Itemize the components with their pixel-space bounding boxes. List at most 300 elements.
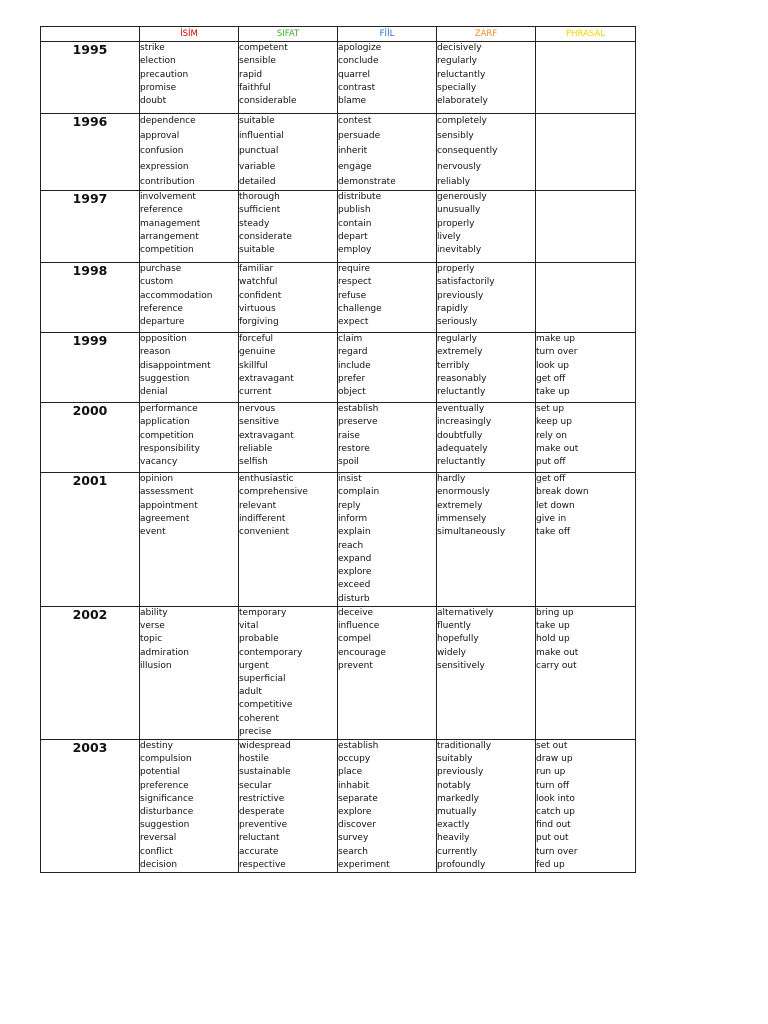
- phrasal-cell: [536, 606, 636, 739]
- fiil-word: contest: [338, 116, 372, 126]
- isim-word: compulsion: [140, 754, 192, 765]
- sifat-word: desperate: [239, 807, 285, 818]
- sifat-word: convenient: [239, 527, 289, 538]
- zarf-cell: [437, 333, 536, 403]
- sifat-word: preventive: [239, 820, 288, 831]
- year-cell: 1997: [41, 191, 140, 263]
- fiil-cell: [338, 606, 437, 739]
- vocabulary-table: [40, 26, 636, 873]
- zarf-word: satisfactorily: [437, 277, 495, 288]
- phrasal-word: put off: [536, 457, 566, 468]
- fiil-word: include: [338, 360, 371, 371]
- phrasal-word: run up: [536, 767, 566, 778]
- zarf-word: traditionally: [437, 741, 492, 752]
- isim-word: dependence: [140, 116, 196, 126]
- isim-word: illusion: [140, 660, 172, 671]
- fiil-word: object: [338, 387, 366, 398]
- header-sifat: SIFAT: [239, 27, 338, 42]
- isim-word: reason: [140, 347, 171, 358]
- zarf-word: reasonably: [437, 373, 487, 384]
- fiil-word: inhabit: [338, 780, 370, 791]
- zarf-word: generously: [437, 192, 487, 203]
- phrasal-word: turn over: [536, 347, 578, 358]
- fiil-word: quarrel: [338, 69, 371, 80]
- fiil-word: establish: [338, 404, 379, 415]
- isim-word: reference: [140, 303, 183, 314]
- isim-word: election: [140, 56, 176, 67]
- header-fiil: FİİL: [338, 27, 437, 42]
- isim-word: ability: [140, 607, 168, 618]
- sifat-word: variable: [239, 161, 276, 172]
- sifat-word: suitable: [239, 116, 275, 126]
- header-row: [41, 27, 636, 42]
- isim-word: contribution: [140, 176, 195, 187]
- zarf-word: widely: [437, 647, 466, 658]
- sifat-word: skillful: [239, 360, 268, 371]
- phrasal-word: rely on: [536, 430, 567, 441]
- isim-cell: [140, 42, 239, 114]
- phrasal-word: get off: [536, 373, 566, 384]
- isim-word: appointment: [140, 500, 198, 511]
- fiil-word: exceed: [338, 580, 371, 591]
- phrasal-word: take up: [536, 387, 570, 398]
- isim-word: denial: [140, 387, 168, 398]
- sifat-cell: [239, 191, 338, 263]
- isim-word: vacancy: [140, 457, 178, 468]
- fiil-word: depart: [338, 231, 368, 242]
- header-zarf: ZARF: [437, 27, 536, 42]
- isim-word: management: [140, 218, 201, 229]
- isim-word: opinion: [140, 474, 174, 485]
- sifat-word: accurate: [239, 846, 279, 857]
- zarf-word: reluctantly: [437, 457, 486, 468]
- fiil-cell: [338, 114, 437, 191]
- zarf-word: regularly: [437, 56, 477, 67]
- isim-cell: [140, 403, 239, 473]
- sifat-word: competitive: [239, 700, 293, 711]
- zarf-word: elaborately: [437, 96, 488, 107]
- phrasal-word: fed up: [536, 859, 565, 870]
- zarf-word: mutually: [437, 807, 477, 818]
- zarf-word: doubtfully: [437, 430, 483, 441]
- phrasal-word: find out: [536, 820, 571, 831]
- sifat-word: rapid: [239, 69, 263, 80]
- isim-word: suggestion: [140, 820, 190, 831]
- isim-word: competition: [140, 245, 194, 256]
- fiil-word: place: [338, 767, 363, 778]
- fiil-word: deceive: [338, 607, 374, 618]
- zarf-cell: [437, 740, 536, 873]
- sifat-word: forgiving: [239, 317, 279, 328]
- phrasal-word: draw up: [536, 754, 573, 765]
- fiil-word: publish: [338, 205, 371, 216]
- fiil-word: encourage: [338, 647, 386, 658]
- phrasal-word: break down: [536, 487, 589, 498]
- fiil-word: raise: [338, 430, 360, 441]
- fiil-word: employ: [338, 245, 372, 256]
- sifat-word: detailed: [239, 176, 276, 187]
- isim-word: topic: [140, 634, 163, 645]
- fiil-word: distribute: [338, 192, 382, 203]
- isim-cell: [140, 606, 239, 739]
- isim-word: assessment: [140, 487, 194, 498]
- fiil-word: contain: [338, 218, 372, 229]
- isim-word: purchase: [140, 264, 182, 275]
- sifat-word: hostile: [239, 754, 269, 765]
- isim-word: event: [140, 527, 166, 538]
- zarf-word: properly: [437, 218, 475, 229]
- isim-word: significance: [140, 793, 194, 804]
- sifat-cell: [239, 606, 338, 739]
- zarf-word: suitably: [437, 754, 473, 765]
- fiil-word: engage: [338, 161, 372, 172]
- isim-word: departure: [140, 317, 185, 328]
- sifat-word: comprehensive: [239, 487, 308, 498]
- fiil-word: spoil: [338, 457, 359, 468]
- sifat-word: watchful: [239, 277, 278, 288]
- zarf-word: regularly: [437, 334, 477, 345]
- sifat-word: steady: [239, 218, 270, 229]
- isim-word: promise: [140, 82, 177, 93]
- zarf-cell: [437, 473, 536, 607]
- fiil-word: explore: [338, 567, 372, 578]
- fiil-word: reach: [338, 540, 364, 551]
- phrasal-word: bring up: [536, 607, 574, 618]
- table-row: [41, 740, 636, 873]
- zarf-word: completely: [437, 116, 487, 126]
- zarf-word: specially: [437, 82, 477, 93]
- isim-word: conflict: [140, 846, 173, 857]
- isim-word: competition: [140, 430, 194, 441]
- sifat-word: influential: [239, 131, 284, 142]
- sifat-word: suitable: [239, 245, 275, 256]
- fiil-word: establish: [338, 741, 379, 752]
- sifat-word: reliable: [239, 443, 273, 454]
- sifat-word: probable: [239, 634, 279, 645]
- zarf-word: reluctantly: [437, 387, 486, 398]
- sifat-word: indifferent: [239, 513, 286, 524]
- sifat-word: restrictive: [239, 793, 285, 804]
- fiil-cell: [338, 473, 437, 607]
- zarf-word: immensely: [437, 513, 487, 524]
- phrasal-word: turn off: [536, 780, 570, 791]
- isim-word: accommodation: [140, 290, 213, 301]
- isim-word: reference: [140, 205, 183, 216]
- isim-word: approval: [140, 131, 180, 142]
- phrasal-word: look up: [536, 360, 570, 371]
- phrasal-cell: [536, 114, 636, 191]
- zarf-word: hopefully: [437, 634, 479, 645]
- phrasal-word: make up: [536, 334, 575, 345]
- isim-word: destiny: [140, 741, 173, 752]
- phrasal-cell: [536, 42, 636, 114]
- fiil-cell: [338, 191, 437, 263]
- phrasal-word: set up: [536, 404, 565, 415]
- zarf-word: heavily: [437, 833, 470, 844]
- zarf-word: extremely: [437, 500, 483, 511]
- zarf-word: terribly: [437, 360, 470, 371]
- zarf-word: fluently: [437, 621, 471, 632]
- isim-word: decision: [140, 859, 178, 870]
- phrasal-word: take off: [536, 527, 571, 538]
- zarf-word: previously: [437, 767, 484, 778]
- year-cell: 1998: [41, 263, 140, 333]
- table-row: [41, 473, 636, 607]
- isim-word: potential: [140, 767, 181, 778]
- fiil-cell: [338, 403, 437, 473]
- table-row: [41, 333, 636, 403]
- year-cell: 1999: [41, 333, 140, 403]
- fiil-word: claim: [338, 334, 363, 345]
- isim-cell: [140, 114, 239, 191]
- isim-word: precaution: [140, 69, 189, 80]
- fiil-word: inform: [338, 513, 368, 524]
- sifat-word: adult: [239, 687, 262, 698]
- phrasal-cell: [536, 740, 636, 873]
- year-cell: 2000: [41, 403, 140, 473]
- fiil-word: refuse: [338, 290, 367, 301]
- zarf-word: reluctantly: [437, 69, 486, 80]
- year-cell: 2001: [41, 473, 140, 607]
- fiil-word: contrast: [338, 82, 376, 93]
- sifat-word: punctual: [239, 146, 279, 157]
- fiil-word: persuade: [338, 131, 381, 142]
- year-cell: 2003: [41, 740, 140, 873]
- sifat-cell: [239, 333, 338, 403]
- zarf-cell: [437, 42, 536, 114]
- sifat-word: reluctant: [239, 833, 280, 844]
- fiil-word: compel: [338, 634, 371, 645]
- fiil-word: separate: [338, 793, 378, 804]
- fiil-word: regard: [338, 347, 368, 358]
- sifat-word: sensible: [239, 56, 276, 67]
- year-cell: 2002: [41, 606, 140, 739]
- isim-cell: [140, 473, 239, 607]
- table-row: [41, 114, 636, 191]
- fiil-word: complain: [338, 487, 380, 498]
- zarf-cell: [437, 263, 536, 333]
- isim-word: application: [140, 417, 190, 428]
- fiil-word: require: [338, 264, 370, 275]
- isim-word: disappointment: [140, 360, 211, 371]
- fiil-cell: [338, 263, 437, 333]
- fiil-word: survey: [338, 833, 369, 844]
- fiil-word: apologize: [338, 43, 382, 53]
- zarf-word: previously: [437, 290, 484, 301]
- phrasal-word: keep up: [536, 417, 572, 428]
- isim-word: expression: [140, 161, 189, 172]
- zarf-word: profoundly: [437, 859, 486, 870]
- phrasal-word: look into: [536, 793, 575, 804]
- fiil-word: respect: [338, 277, 372, 288]
- zarf-word: simultaneously: [437, 527, 506, 538]
- isim-word: agreement: [140, 513, 190, 524]
- isim-word: admiration: [140, 647, 189, 658]
- zarf-word: extremely: [437, 347, 483, 358]
- phrasal-word: give in: [536, 513, 567, 524]
- isim-word: strike: [140, 43, 165, 53]
- sifat-word: contemporary: [239, 647, 303, 658]
- sifat-word: extravagant: [239, 373, 294, 384]
- fiil-word: search: [338, 846, 368, 857]
- fiil-word: prefer: [338, 373, 366, 384]
- phrasal-word: set out: [536, 741, 568, 752]
- phrasal-cell: [536, 333, 636, 403]
- table-body: [41, 42, 636, 873]
- sifat-word: thorough: [239, 192, 280, 203]
- sifat-word: respective: [239, 859, 286, 870]
- phrasal-word: turn over: [536, 846, 578, 857]
- sifat-word: coherent: [239, 713, 279, 724]
- header-year-blank: [41, 27, 140, 42]
- phrasal-word: carry out: [536, 660, 577, 671]
- isim-word: suggestion: [140, 373, 190, 384]
- sifat-word: forceful: [239, 334, 274, 345]
- zarf-word: inevitably: [437, 245, 482, 256]
- table-row: [41, 191, 636, 263]
- sifat-word: widespread: [239, 741, 291, 752]
- fiil-word: experiment: [338, 859, 390, 870]
- zarf-word: decisively: [437, 43, 482, 53]
- sifat-cell: [239, 403, 338, 473]
- zarf-word: lively: [437, 231, 461, 242]
- fiil-word: reply: [338, 500, 361, 511]
- sifat-word: current: [239, 387, 272, 398]
- sifat-cell: [239, 263, 338, 333]
- fiil-word: disturb: [338, 593, 370, 604]
- zarf-word: currently: [437, 846, 478, 857]
- fiil-word: blame: [338, 96, 367, 107]
- zarf-word: exactly: [437, 820, 470, 831]
- fiil-cell: [338, 333, 437, 403]
- isim-word: arrangement: [140, 231, 199, 242]
- phrasal-word: put out: [536, 833, 569, 844]
- isim-word: custom: [140, 277, 174, 288]
- header-isim: İSİM: [140, 27, 239, 42]
- sifat-word: relevant: [239, 500, 277, 511]
- fiil-cell: [338, 42, 437, 114]
- fiil-word: explain: [338, 527, 371, 538]
- fiil-word: challenge: [338, 303, 382, 314]
- isim-word: confusion: [140, 146, 184, 157]
- isim-word: opposition: [140, 334, 187, 345]
- isim-word: verse: [140, 621, 165, 632]
- year-cell: 1996: [41, 114, 140, 191]
- phrasal-cell: [536, 263, 636, 333]
- sifat-word: considerate: [239, 231, 292, 242]
- phrasal-word: make out: [536, 443, 579, 454]
- table-row: [41, 403, 636, 473]
- zarf-word: properly: [437, 264, 475, 275]
- sifat-word: precise: [239, 726, 272, 737]
- isim-word: preference: [140, 780, 189, 791]
- fiil-cell: [338, 740, 437, 873]
- zarf-word: unusually: [437, 205, 481, 216]
- sifat-word: enthusiastic: [239, 474, 294, 485]
- table-row: [41, 606, 636, 739]
- sifat-word: faithful: [239, 82, 271, 93]
- fiil-word: explore: [338, 807, 372, 818]
- fiil-word: conclude: [338, 56, 379, 67]
- zarf-word: enormously: [437, 487, 490, 498]
- fiil-word: demonstrate: [338, 176, 396, 187]
- year-cell: 1995: [41, 42, 140, 114]
- fiil-word: influence: [338, 621, 380, 632]
- isim-word: reversal: [140, 833, 177, 844]
- isim-word: disturbance: [140, 807, 194, 818]
- sifat-cell: [239, 473, 338, 607]
- sifat-word: sustainable: [239, 767, 291, 778]
- fiil-word: restore: [338, 443, 370, 454]
- phrasal-word: take up: [536, 621, 570, 632]
- sifat-word: genuine: [239, 347, 276, 358]
- sifat-word: selfish: [239, 457, 268, 468]
- fiil-word: expect: [338, 317, 369, 328]
- table-row: [41, 263, 636, 333]
- zarf-word: sensibly: [437, 131, 474, 142]
- zarf-word: adequately: [437, 443, 488, 454]
- phrasal-word: hold up: [536, 634, 570, 645]
- zarf-cell: [437, 403, 536, 473]
- sifat-word: vital: [239, 621, 259, 632]
- fiil-word: occupy: [338, 754, 371, 765]
- isim-cell: [140, 263, 239, 333]
- fiil-word: preserve: [338, 417, 378, 428]
- zarf-word: notably: [437, 780, 471, 791]
- fiil-word: insist: [338, 474, 362, 485]
- sifat-word: temporary: [239, 607, 287, 618]
- zarf-word: consequently: [437, 146, 498, 157]
- zarf-word: eventually: [437, 404, 485, 415]
- phrasal-word: catch up: [536, 807, 575, 818]
- zarf-word: nervously: [437, 161, 481, 172]
- phrasal-cell: [536, 473, 636, 607]
- sifat-word: familiar: [239, 264, 274, 275]
- phrasal-word: make out: [536, 647, 579, 658]
- isim-word: responsibility: [140, 443, 200, 454]
- sifat-word: extravagant: [239, 430, 294, 441]
- phrasal-cell: [536, 403, 636, 473]
- zarf-cell: [437, 114, 536, 191]
- isim-cell: [140, 191, 239, 263]
- zarf-word: seriously: [437, 317, 478, 328]
- zarf-word: reliably: [437, 176, 471, 187]
- header-phrasal: PHRASAL: [536, 27, 636, 42]
- zarf-word: hardly: [437, 474, 466, 485]
- sifat-word: secular: [239, 780, 272, 791]
- sifat-word: confident: [239, 290, 282, 301]
- sifat-word: considerable: [239, 96, 297, 107]
- phrasal-word: get off: [536, 474, 566, 485]
- sifat-word: urgent: [239, 660, 269, 671]
- fiil-word: prevent: [338, 660, 373, 671]
- zarf-word: markedly: [437, 793, 479, 804]
- isim-word: involvement: [140, 192, 196, 203]
- isim-word: performance: [140, 404, 198, 415]
- zarf-cell: [437, 606, 536, 739]
- fiil-word: expand: [338, 553, 372, 564]
- fiil-word: discover: [338, 820, 376, 831]
- isim-cell: [140, 740, 239, 873]
- sifat-word: competent: [239, 43, 288, 53]
- isim-cell: [140, 333, 239, 403]
- zarf-word: sensitively: [437, 660, 485, 671]
- zarf-word: alternatively: [437, 607, 494, 618]
- sifat-word: superficial: [239, 674, 286, 684]
- sifat-cell: [239, 42, 338, 114]
- phrasal-cell: [536, 191, 636, 263]
- sifat-cell: [239, 740, 338, 873]
